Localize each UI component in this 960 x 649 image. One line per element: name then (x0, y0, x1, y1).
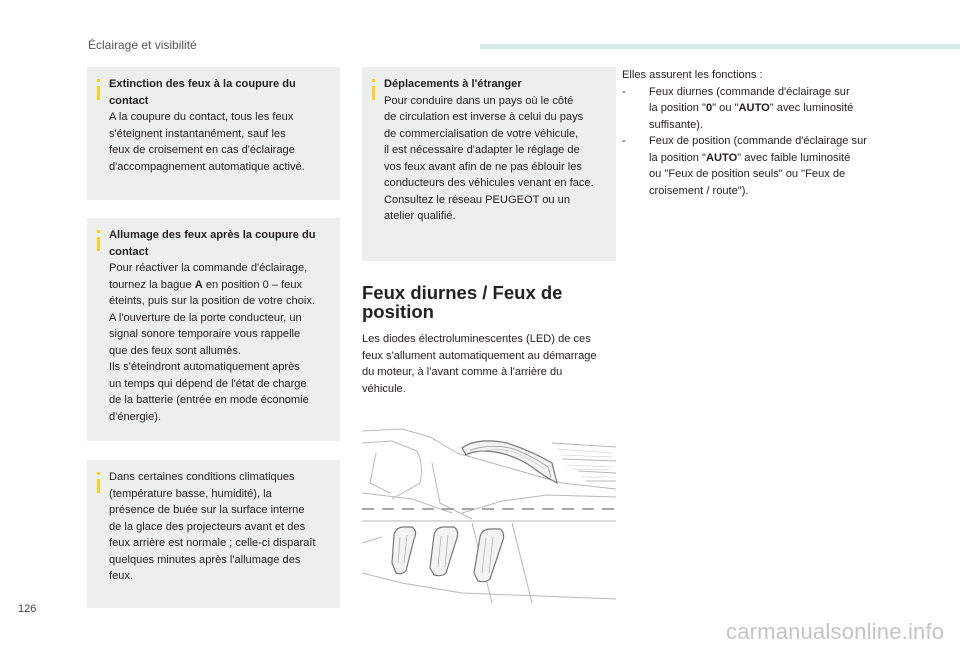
text-line: conducteurs des véhicules venant en face. (384, 177, 594, 189)
text-line: suffisante). (649, 118, 704, 131)
text-line: quelques minutes après l'allumage des (109, 553, 301, 566)
section-header-title: Éclairage et visibilité (88, 38, 197, 52)
info-icon-bar (372, 86, 375, 100)
text-line: la position " (649, 151, 706, 164)
info-box-text (109, 76, 332, 175)
text-line: véhicule. (362, 382, 406, 395)
title-line: position (362, 301, 434, 322)
info-icon-bar (97, 479, 100, 493)
info-icon-bar (97, 86, 100, 100)
text-line: de la glace des projecteurs avant et des (109, 520, 306, 533)
text-line: signal sonore temporaire vous rappelle (109, 328, 301, 340)
list-dash: - (622, 135, 626, 147)
text-line: de la batterie (entrée en mode économie (109, 394, 309, 406)
text-line: croisement / route"). (649, 184, 749, 197)
text-line: feux s'allument automatiquement au démarrage (362, 349, 597, 362)
text-line: Les diodes électroluminescentes (LED) de ces (362, 333, 591, 345)
info-box-extinction (87, 67, 340, 200)
text-line: (température basse, humidité), la (109, 487, 272, 500)
position-0-label: 0 (705, 102, 713, 114)
text-line: éteints, puis sur la position de votre choix. (109, 295, 315, 307)
text-line: il est nécessaire d'adapter le réglage de (384, 144, 580, 156)
text-line: A la coupure du contact, tous les feux (109, 111, 294, 123)
text-line: présence de buée sur la surface interne (109, 504, 305, 516)
functions-intro: Elles assurent les fonctions : (622, 69, 763, 81)
text-line: Feux diurnes (commande d'éclairage sur (649, 85, 850, 98)
page-number: 126 (18, 603, 37, 615)
text-line: Ils s'éteindront automatiquement après (109, 361, 300, 373)
header-accent-bar (480, 44, 960, 49)
watermark: carmanualsonline.info (726, 619, 945, 644)
functions-list (622, 67, 902, 199)
position-auto-label: AUTO (705, 151, 738, 164)
position-auto-label: AUTO (738, 102, 770, 114)
text-line: d'énergie). (109, 410, 162, 423)
list-dash: - (622, 85, 626, 98)
text-line: que des feux sont allumés. (109, 344, 241, 357)
info-box-text (109, 469, 332, 585)
section-paragraph (362, 331, 618, 397)
text-line: Dans certaines conditions climatiques (109, 471, 295, 483)
info-box-title: Extinction des feux à la coupure du contact (109, 78, 296, 107)
text-line: feux. (109, 570, 134, 582)
info-box-conditions (87, 460, 340, 608)
page-title (362, 283, 562, 321)
list-item (622, 133, 902, 199)
text-line: de circulation est inverse à celui du pays (384, 111, 584, 123)
text-line: tournez la bague (109, 278, 195, 291)
text-line: du moteur, à l'avant comme à l'arrière du (362, 366, 563, 378)
text-line: s'éteignent instantanément, sauf les (109, 127, 286, 140)
text-line: " avec faible luminosité (737, 151, 851, 164)
info-box-text (109, 227, 332, 425)
info-box-allumage (87, 218, 340, 441)
info-box-deplacements (362, 67, 616, 261)
text-line: atelier qualifié. (384, 210, 456, 222)
text-line: en position 0 – feux (202, 278, 303, 291)
led-lights-illustration (362, 423, 616, 608)
text-line: Pour réactiver la commande d'éclairage, (109, 262, 308, 274)
text-line: " avec luminosité (769, 102, 854, 114)
text-line: Consultez le réseau PEUGEOT ou un (384, 193, 571, 206)
text-line: la position " (649, 102, 706, 114)
ring-label-a: A (194, 278, 203, 291)
text-line: de commercialisation de votre véhicule, (384, 127, 579, 140)
text-line: un temps qui dépend de l'état de charge (109, 377, 307, 390)
text-line: ou "Feux de position seuls" ou "Feux de (649, 168, 846, 180)
list-item (622, 84, 902, 134)
text-line: Feux de position (commande d'éclairage sur (649, 135, 867, 147)
text-line: A l'ouverture de la porte conducteur, un (109, 311, 302, 324)
text-line: feux arrière est normale ; celle-ci disparaît (109, 537, 316, 549)
title-line: Feux diurnes / Feux de (362, 282, 563, 303)
text-line: feux de croisement en cas d'éclairage (109, 144, 295, 156)
info-icon-bar (97, 237, 100, 251)
text-line: Pour conduire dans un pays où le côté (384, 94, 574, 107)
text-line: vos feux avant afin de ne pas éblouir les (384, 160, 582, 173)
info-box-title: Allumage des feux après la coupure du contact (109, 229, 316, 258)
info-box-title: Déplacements à l'étranger (384, 78, 522, 90)
text-line: " ou " (712, 102, 739, 114)
drl-strip (462, 441, 557, 483)
text-line: d'accompagnement automatique activé. (109, 160, 305, 173)
info-box-text (384, 76, 608, 225)
